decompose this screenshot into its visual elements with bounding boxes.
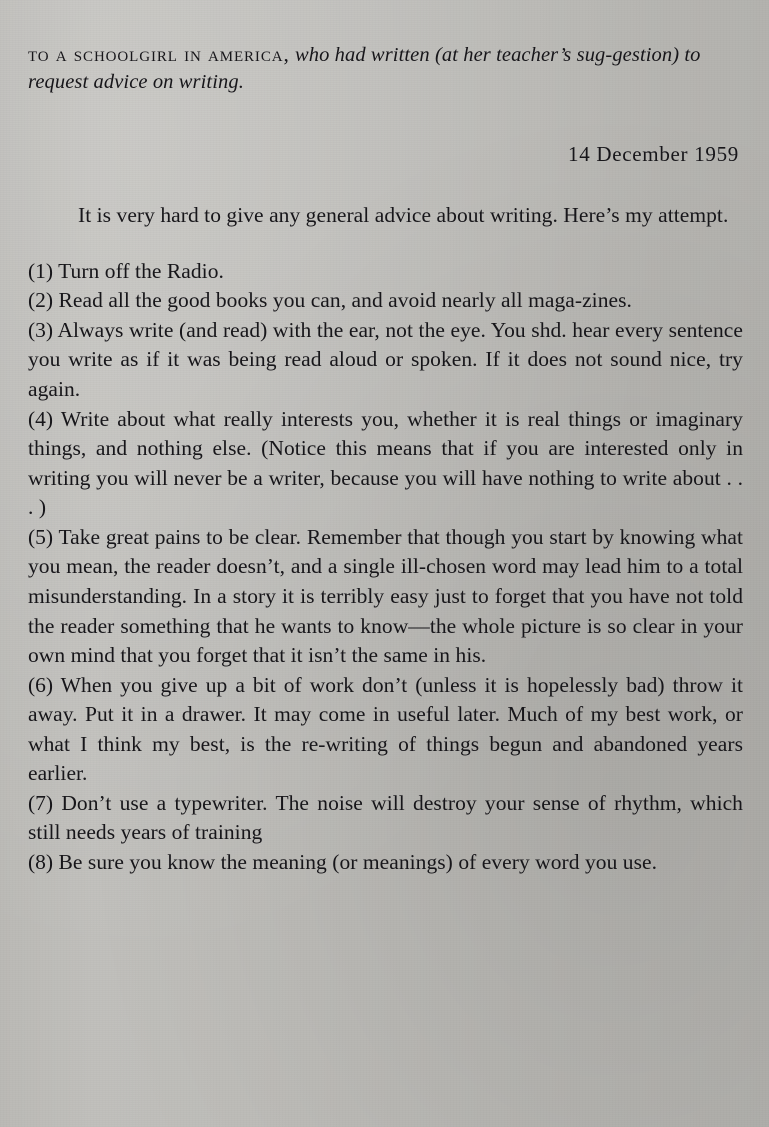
list-item-text: Turn off the Radio. bbox=[58, 258, 224, 283]
letter-heading bbox=[28, 40, 743, 96]
letter-recipient: to a schoolgirl in america, bbox=[28, 42, 290, 66]
list-item-text: Read all the good books you can, and avoid nearly all maga-zines. bbox=[58, 288, 632, 313]
list-item bbox=[28, 671, 743, 789]
list-item-number: (3) bbox=[28, 317, 54, 342]
opening-paragraph: It is very hard to give any general advice about writing. Here’s my attempt. bbox=[78, 203, 729, 228]
list-item-number: (7) bbox=[28, 790, 54, 815]
list-item bbox=[28, 405, 743, 523]
page-content bbox=[28, 40, 743, 878]
list-item-text: When you give up a bit of work don’t (unless it is hopelessly bad) throw it away. Put it in a drawer. It may come in useful later. Much of my best work, or what I think my best, is the re-writing of things begun and abandoned years earlier. bbox=[28, 672, 743, 786]
list-item-number: (5) bbox=[28, 524, 54, 549]
list-item-text: Always write (and read) with the ear, not the eye. You shd. hear every sentence you write as if it was being read aloud or spoken. If it does not sound nice, try again. bbox=[28, 317, 743, 401]
letter-heading-note: who had written (at her teacher’s sug-gestion) to request advice on writing. bbox=[28, 44, 701, 94]
list-item bbox=[28, 789, 743, 848]
list-item-text: Be sure you know the meaning (or meanings) of every word you use. bbox=[58, 850, 658, 874]
advice-list bbox=[28, 257, 743, 878]
list-item-number: (1) bbox=[28, 258, 54, 283]
list-item bbox=[28, 257, 743, 287]
list-item-text: Take great pains to be clear. Remember that though you start by knowing what you mean, the reader doesn’t, and a single ill-chosen word may lead him to a total misunderstanding. In a story it is terribly easy just to forget that you have not told the reader something that he wants to know—the whole picture is so clear in your own mind that you forget that it isn’t the same in his. bbox=[28, 524, 743, 668]
list-item-number: (4) bbox=[28, 406, 54, 431]
list-item bbox=[28, 286, 743, 316]
list-item-number: (6) bbox=[28, 672, 54, 697]
list-item-number: (2) bbox=[28, 288, 54, 313]
list-item bbox=[28, 316, 743, 405]
list-item bbox=[28, 848, 743, 878]
letter-date: 14 December 1959 bbox=[568, 142, 739, 167]
list-item-number: (8) bbox=[28, 850, 54, 874]
list-item bbox=[28, 523, 743, 671]
list-item-text: Write about what really interests you, whether it is real things or imaginary things, and nothing else. (Notice this means that if you are interested only in writing you will never be a writer, because you will have nothing to write about . . . ) bbox=[28, 406, 743, 520]
list-item-text: Don’t use a typewriter. The noise will destroy your sense of rhythm, which still needs years of training bbox=[28, 790, 743, 845]
